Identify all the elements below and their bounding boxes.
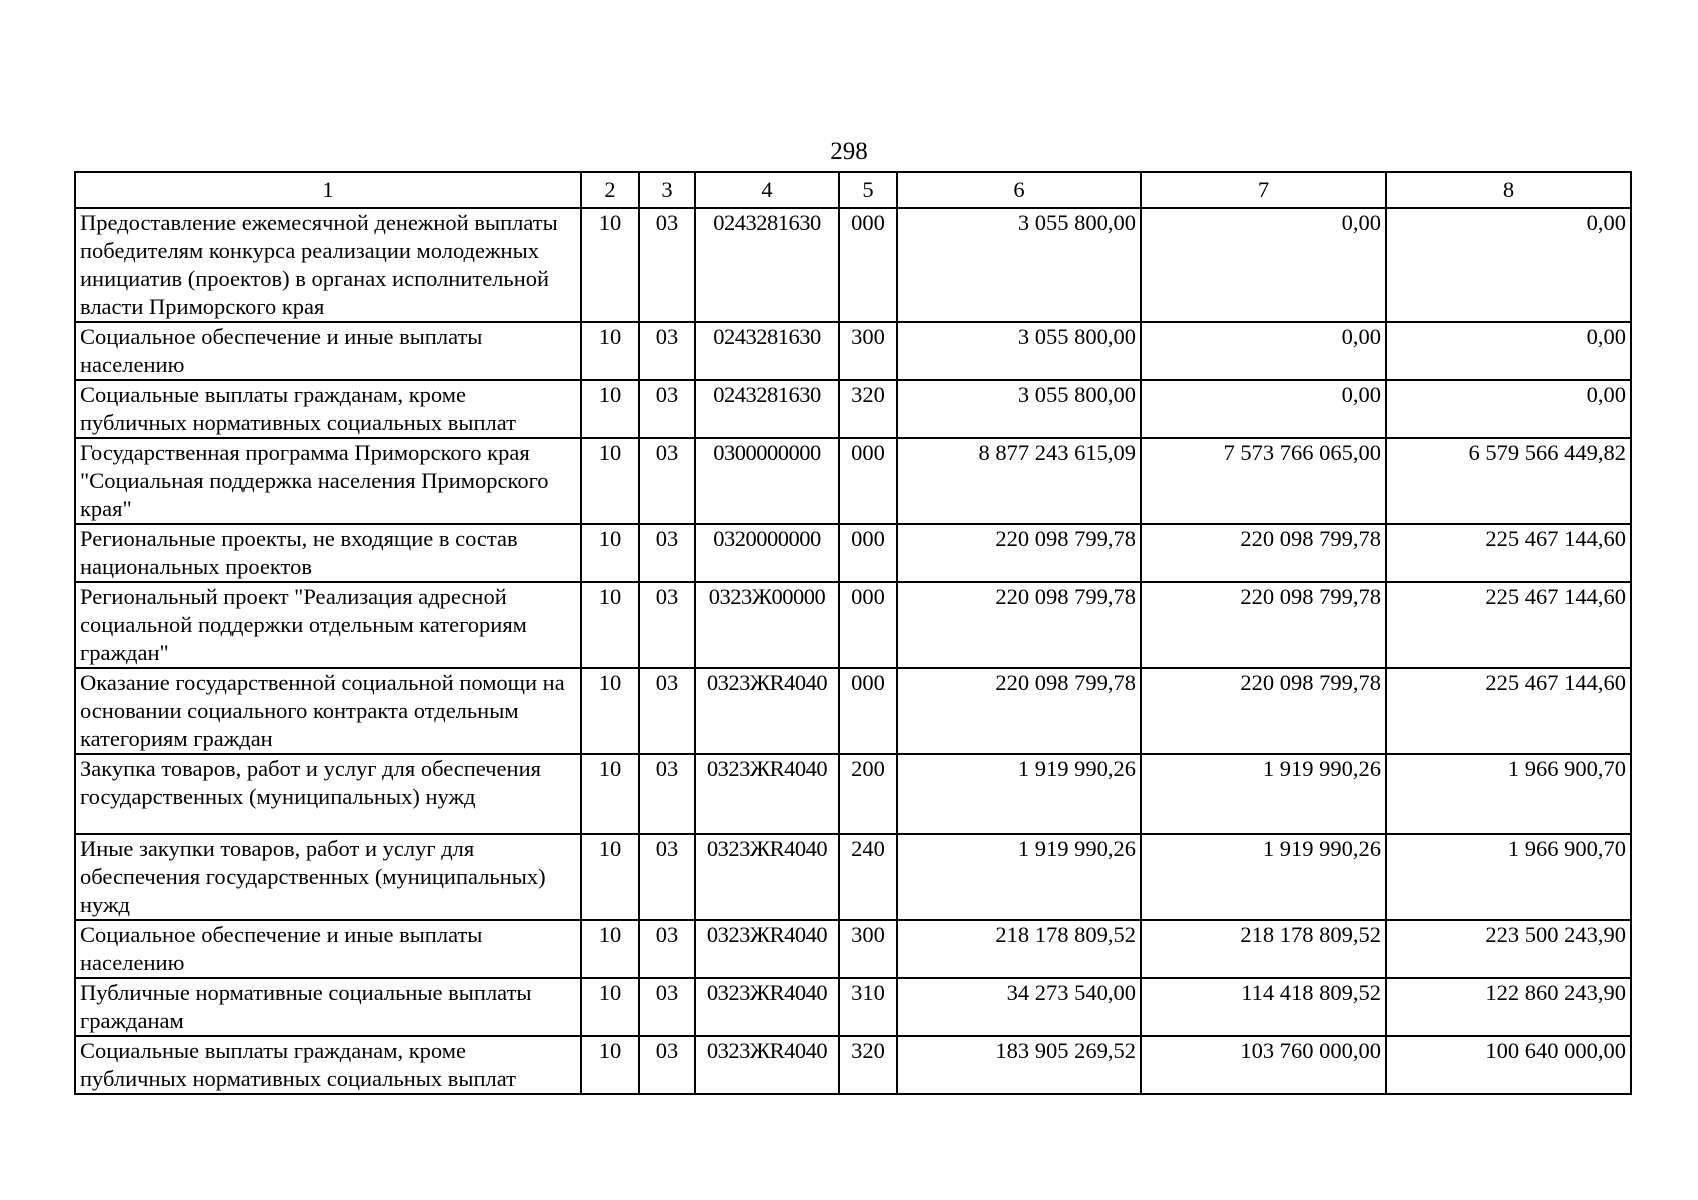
header-col-7: 7	[1141, 172, 1386, 208]
row-amount-col6: 34 273 540,00	[897, 978, 1141, 1036]
row-name: Социальное обеспечение и иные выплаты населению	[75, 920, 581, 978]
row-subsection: 03	[639, 582, 695, 668]
row-name: Предоставление ежемесячной денежной выплаты победителям конкурса реализации молодежных инициатив (проектов) в органах исполнительной власти Приморского края	[75, 208, 581, 322]
header-col-5: 5	[839, 172, 897, 208]
row-subsection: 03	[639, 380, 695, 438]
row-amount-col7: 218 178 809,52	[1141, 920, 1386, 978]
table-header	[75, 172, 1631, 208]
row-amount-col6: 220 098 799,78	[897, 582, 1141, 668]
row-amount-col7: 0,00	[1141, 322, 1386, 380]
row-amount-col7: 1 919 990,26	[1141, 834, 1386, 920]
row-amount-col8: 225 467 144,60	[1386, 524, 1631, 582]
row-amount-col7: 220 098 799,78	[1141, 524, 1386, 582]
header-col-1: 1	[75, 172, 581, 208]
row-name: Иные закупки товаров, работ и услуг для обеспечения государственных (муниципальных) нужд	[75, 834, 581, 920]
row-amount-col6: 3 055 800,00	[897, 208, 1141, 322]
row-section: 10	[581, 834, 639, 920]
row-expense-type: 240	[839, 834, 897, 920]
table-row	[75, 322, 1631, 380]
row-expense-type: 300	[839, 920, 897, 978]
row-target-article: 0323ЖR4040	[695, 668, 839, 754]
row-name: Региональный проект "Реализация адресной социальной поддержки отдельным категориям граждан"	[75, 582, 581, 668]
row-name: Социальное обеспечение и иные выплаты населению	[75, 322, 581, 380]
row-expense-type: 000	[839, 668, 897, 754]
row-amount-col8: 225 467 144,60	[1386, 668, 1631, 754]
row-amount-col7: 1 919 990,26	[1141, 754, 1386, 834]
row-amount-col8: 6 579 566 449,82	[1386, 438, 1631, 524]
table-row	[75, 208, 1631, 322]
header-col-4: 4	[695, 172, 839, 208]
row-amount-col6: 220 098 799,78	[897, 524, 1141, 582]
row-amount-col8: 1 966 900,70	[1386, 754, 1631, 834]
row-amount-col8: 225 467 144,60	[1386, 582, 1631, 668]
budget-table	[74, 171, 1632, 1095]
row-section: 10	[581, 668, 639, 754]
row-amount-col8: 122 860 243,90	[1386, 978, 1631, 1036]
row-subsection: 03	[639, 322, 695, 380]
row-expense-type: 320	[839, 1036, 897, 1094]
row-target-article: 0323ЖR4040	[695, 834, 839, 920]
row-name: Оказание государственной социальной помощи на основании социального контракта отдельным категориям граждан	[75, 668, 581, 754]
row-target-article: 0323ЖR4040	[695, 754, 839, 834]
row-amount-col6: 183 905 269,52	[897, 1036, 1141, 1094]
row-amount-col7: 0,00	[1141, 380, 1386, 438]
row-target-article: 0323Ж00000	[695, 582, 839, 668]
row-target-article: 0323ЖR4040	[695, 1036, 839, 1094]
header-col-8: 8	[1386, 172, 1631, 208]
row-target-article: 0320000000	[695, 524, 839, 582]
row-name: Государственная программа Приморского края "Социальная поддержка населения Приморского края"	[75, 438, 581, 524]
row-amount-col7: 220 098 799,78	[1141, 668, 1386, 754]
row-expense-type: 000	[839, 524, 897, 582]
row-amount-col7: 103 760 000,00	[1141, 1036, 1386, 1094]
row-target-article: 0300000000	[695, 438, 839, 524]
table-row	[75, 668, 1631, 754]
row-section: 10	[581, 438, 639, 524]
table-row	[75, 438, 1631, 524]
row-name: Социальные выплаты гражданам, кроме публичных нормативных социальных выплат	[75, 1036, 581, 1094]
row-amount-col7: 114 418 809,52	[1141, 978, 1386, 1036]
row-section: 10	[581, 1036, 639, 1094]
row-target-article: 0323ЖR4040	[695, 978, 839, 1036]
row-section: 10	[581, 524, 639, 582]
row-amount-col6: 3 055 800,00	[897, 380, 1141, 438]
row-amount-col6: 8 877 243 615,09	[897, 438, 1141, 524]
row-amount-col7: 220 098 799,78	[1141, 582, 1386, 668]
row-section: 10	[581, 754, 639, 834]
row-target-article: 0243281630	[695, 322, 839, 380]
row-amount-col7: 0,00	[1141, 208, 1386, 322]
row-section: 10	[581, 380, 639, 438]
row-section: 10	[581, 208, 639, 322]
row-amount-col6: 220 098 799,78	[897, 668, 1141, 754]
row-amount-col6: 3 055 800,00	[897, 322, 1141, 380]
row-amount-col8: 0,00	[1386, 322, 1631, 380]
row-expense-type: 200	[839, 754, 897, 834]
row-amount-col6: 1 919 990,26	[897, 754, 1141, 834]
row-amount-col8: 223 500 243,90	[1386, 920, 1631, 978]
row-amount-col8: 0,00	[1386, 380, 1631, 438]
row-subsection: 03	[639, 438, 695, 524]
row-name: Закупка товаров, работ и услуг для обеспечения государственных (муниципальных) нужд	[75, 754, 581, 834]
header-col-3: 3	[639, 172, 695, 208]
row-subsection: 03	[639, 668, 695, 754]
table-row	[75, 380, 1631, 438]
row-expense-type: 000	[839, 438, 897, 524]
row-section: 10	[581, 920, 639, 978]
table-row	[75, 582, 1631, 668]
table-row	[75, 978, 1631, 1036]
row-amount-col7: 7 573 766 065,00	[1141, 438, 1386, 524]
row-target-article: 0243281630	[695, 380, 839, 438]
row-expense-type: 000	[839, 208, 897, 322]
row-amount-col8: 0,00	[1386, 208, 1631, 322]
row-section: 10	[581, 978, 639, 1036]
row-amount-col6: 218 178 809,52	[897, 920, 1141, 978]
header-row	[75, 172, 1631, 208]
row-amount-col8: 1 966 900,70	[1386, 834, 1631, 920]
row-expense-type: 300	[839, 322, 897, 380]
row-subsection: 03	[639, 208, 695, 322]
table-row	[75, 754, 1631, 834]
row-subsection: 03	[639, 754, 695, 834]
table-row	[75, 834, 1631, 920]
row-subsection: 03	[639, 834, 695, 920]
table-body	[75, 208, 1631, 1094]
row-expense-type: 310	[839, 978, 897, 1036]
row-name: Публичные нормативные социальные выплаты гражданам	[75, 978, 581, 1036]
page-number: 298	[830, 138, 868, 165]
row-target-article: 0243281630	[695, 208, 839, 322]
header-col-2: 2	[581, 172, 639, 208]
table-row	[75, 1036, 1631, 1094]
row-name: Региональные проекты, не входящие в состав национальных проектов	[75, 524, 581, 582]
table-row	[75, 920, 1631, 978]
row-amount-col8: 100 640 000,00	[1386, 1036, 1631, 1094]
header-col-6: 6	[897, 172, 1141, 208]
row-subsection: 03	[639, 1036, 695, 1094]
row-section: 10	[581, 322, 639, 380]
row-subsection: 03	[639, 978, 695, 1036]
table-row	[75, 524, 1631, 582]
row-expense-type: 000	[839, 582, 897, 668]
row-amount-col6: 1 919 990,26	[897, 834, 1141, 920]
row-name: Социальные выплаты гражданам, кроме публичных нормативных социальных выплат	[75, 380, 581, 438]
row-subsection: 03	[639, 920, 695, 978]
row-subsection: 03	[639, 524, 695, 582]
row-section: 10	[581, 582, 639, 668]
row-expense-type: 320	[839, 380, 897, 438]
row-target-article: 0323ЖR4040	[695, 920, 839, 978]
